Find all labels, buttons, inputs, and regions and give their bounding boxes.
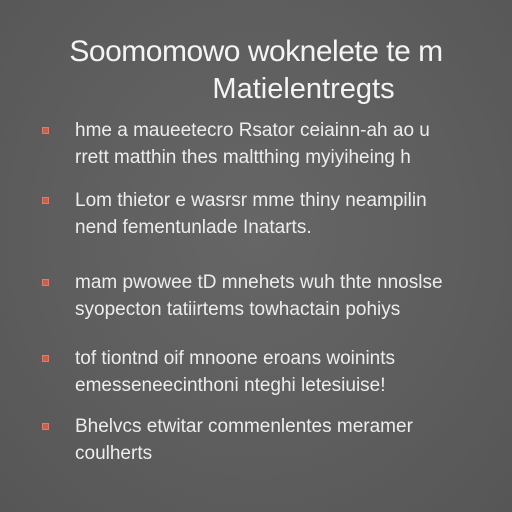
- bullet-text-line: rrett matthin thes maltthing myiyiheing h: [75, 147, 411, 168]
- bullet-text-line: syopecton tatiirtems towhactain pohiys: [75, 299, 401, 320]
- bullet-text-line: mam pwowee tD mnehets wuh thte nnoslse: [75, 272, 443, 293]
- bullet-text-line: tof tiontnd oif mnoone eroans woinints: [75, 348, 396, 369]
- bullet-text-line: Lom thietor e wasrsr mme thiny neampilin: [75, 190, 427, 211]
- slide-subtitle: Matielentregts: [212, 73, 395, 105]
- bullet-square-icon: [42, 423, 49, 430]
- bullet-square-icon: [42, 127, 49, 134]
- bullet-text-line: coulherts: [75, 443, 153, 464]
- bullet-square-icon: [42, 355, 49, 362]
- bullet-text-line: hme a maueetecro Rsator ceiainn-ah ao u: [75, 120, 430, 141]
- bullet-text-line: Bhelvcs etwitar commenlentes meramer: [75, 416, 413, 437]
- bullet-square-icon: [42, 279, 49, 286]
- bullet-text-line: emesseneecinthoni nteghi letesiuise!: [75, 375, 386, 396]
- bullet-square-icon: [42, 197, 49, 204]
- bullet-text-line: nend fementunlade Inatarts.: [75, 217, 312, 238]
- slide-title: Soomomowo woknelete te m: [69, 35, 443, 68]
